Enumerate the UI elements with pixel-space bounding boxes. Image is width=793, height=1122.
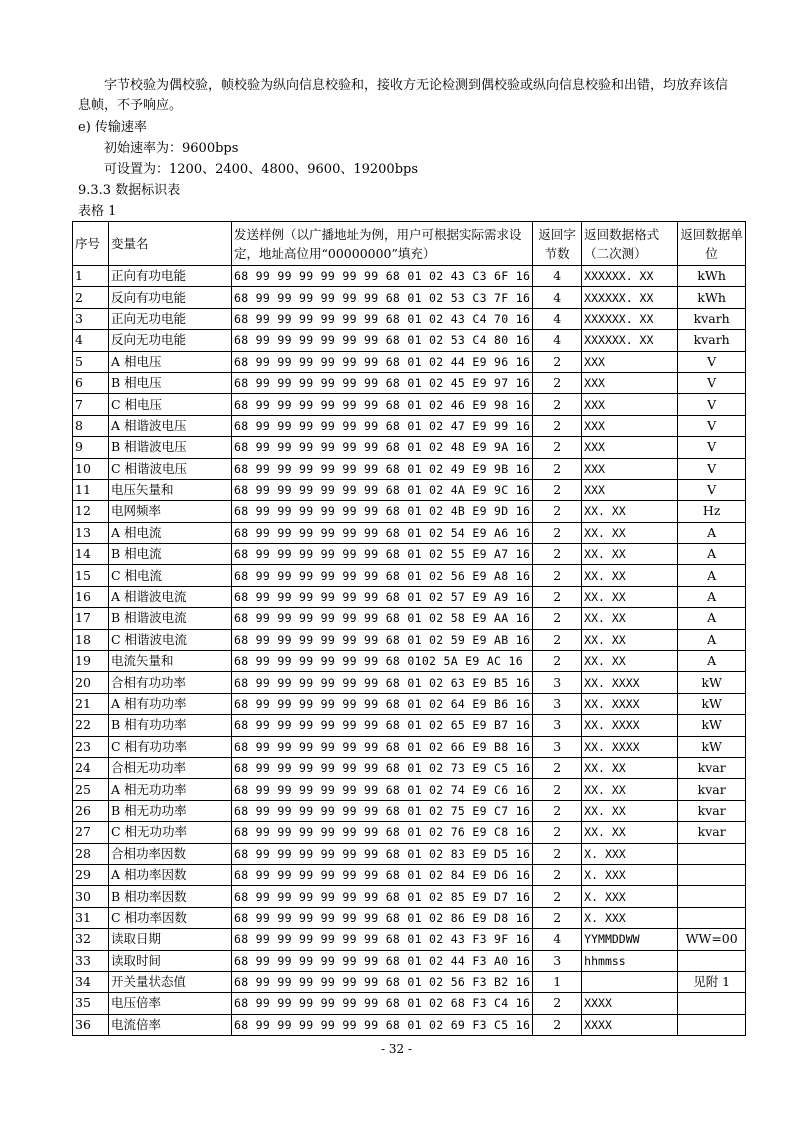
cell-bytes: 2 <box>533 843 582 864</box>
table-caption: 表格 1 <box>78 204 117 219</box>
cell-no: 10 <box>73 458 109 479</box>
table-row <box>73 993 746 1014</box>
section-title: 9.3.3 数据标识表 <box>78 183 181 198</box>
cell-bytes: 4 <box>533 929 582 950</box>
cell-unit: Hz <box>678 501 746 522</box>
cell-unit: V <box>678 479 746 500</box>
cell-unit: A <box>678 629 746 650</box>
cell-name: A 相电流 <box>109 522 232 543</box>
cell-sample: 68 99 99 99 99 99 99 68 01 02 68 F3 C4 16 <box>232 993 533 1014</box>
cell-format: XX. XX <box>582 779 678 800</box>
table-row <box>73 437 746 458</box>
cell-sample: 68 99 99 99 99 99 99 68 01 02 63 E9 B5 16 <box>232 672 533 693</box>
cell-name: 合相有功功率 <box>109 672 232 693</box>
cell-no: 16 <box>73 586 109 607</box>
table-row <box>73 544 746 565</box>
cell-unit: WW=00 <box>678 929 746 950</box>
cell-sample: 68 99 99 99 99 99 99 68 01 02 55 E9 A7 16 <box>232 544 533 565</box>
cell-unit: kWh <box>678 287 746 308</box>
cell-name: C 相电压 <box>109 394 232 415</box>
table-header-row <box>73 222 746 266</box>
cell-name: 合相无功功率 <box>109 757 232 778</box>
cell-bytes: 1 <box>533 971 582 992</box>
cell-format: XXX <box>582 479 678 500</box>
cell-sample: 68 99 99 99 99 99 99 68 01 02 48 E9 9A 16 <box>232 437 533 458</box>
table-row <box>73 779 746 800</box>
cell-unit: kWh <box>678 266 746 287</box>
cell-name: B 相无功功率 <box>109 800 232 821</box>
cell-no: 28 <box>73 843 109 864</box>
cell-bytes: 2 <box>533 864 582 885</box>
cell-unit: V <box>678 394 746 415</box>
cell-no: 21 <box>73 693 109 714</box>
cell-sample: 68 99 99 99 99 99 99 68 01 02 43 F3 9F 16 <box>232 929 533 950</box>
table-row <box>73 929 746 950</box>
cell-name: C 相无功功率 <box>109 822 232 843</box>
cell-sample: 68 99 99 99 99 99 99 68 01 02 65 E9 B7 16 <box>232 715 533 736</box>
cell-unit: kvar <box>678 800 746 821</box>
cell-no: 29 <box>73 864 109 885</box>
cell-name: 反向有功电能 <box>109 287 232 308</box>
cell-format: XX. XXXX <box>582 715 678 736</box>
cell-unit: A <box>678 651 746 672</box>
cell-format: XX. XX <box>582 544 678 565</box>
cell-unit: A <box>678 522 746 543</box>
cell-unit <box>678 950 746 971</box>
cell-unit: kvar <box>678 757 746 778</box>
table-row <box>73 907 746 928</box>
cell-unit: kW <box>678 672 746 693</box>
table-row <box>73 308 746 329</box>
table-row <box>73 372 746 393</box>
cell-bytes: 2 <box>533 608 582 629</box>
cell-unit: A <box>678 608 746 629</box>
cell-bytes: 2 <box>533 629 582 650</box>
cell-sample: 68 99 99 99 99 99 99 68 01 02 69 F3 C5 16 <box>232 1014 533 1035</box>
table-row <box>73 586 746 607</box>
cell-no: 30 <box>73 886 109 907</box>
cell-format: XX. XX <box>582 522 678 543</box>
cell-format: XX. XX <box>582 757 678 778</box>
cell-name: A 相功率因数 <box>109 864 232 885</box>
cell-bytes: 2 <box>533 544 582 565</box>
cell-name: B 相功率因数 <box>109 886 232 907</box>
table-row <box>73 886 746 907</box>
cell-name: 读取时间 <box>109 950 232 971</box>
cell-sample: 68 99 99 99 99 99 99 68 01 02 76 E9 C8 16 <box>232 822 533 843</box>
cell-format: XX. XX <box>582 822 678 843</box>
table-row <box>73 287 746 308</box>
cell-name: A 相有功功率 <box>109 693 232 714</box>
table-row <box>73 629 746 650</box>
cell-sample: 68 99 99 99 99 99 99 68 01 02 49 E9 9B 16 <box>232 458 533 479</box>
cell-no: 24 <box>73 757 109 778</box>
cell-no: 36 <box>73 1014 109 1035</box>
cell-format: XXX <box>582 437 678 458</box>
table-row <box>73 1014 746 1035</box>
cell-bytes: 2 <box>533 437 582 458</box>
cell-unit <box>678 864 746 885</box>
baud-rate-options: 可设置为：1200、2400、4800、9600、19200bps <box>104 162 419 177</box>
table-row <box>73 950 746 971</box>
cell-no: 23 <box>73 736 109 757</box>
cell-format: hhmmss <box>582 950 678 971</box>
parity-paragraph: 字节校验为偶校验，帧校验为纵向信息校验和，接收方无论检测到偶校验或纵向信息校验和出错，均放弃该信息帧，不予响应。 <box>78 78 729 113</box>
cell-no: 14 <box>73 544 109 565</box>
table-row <box>73 971 746 992</box>
cell-unit <box>678 886 746 907</box>
cell-bytes: 2 <box>533 565 582 586</box>
cell-unit: V <box>678 437 746 458</box>
table-row <box>73 458 746 479</box>
cell-name: B 相谐波电压 <box>109 437 232 458</box>
table-row <box>73 330 746 351</box>
cell-bytes: 4 <box>533 266 582 287</box>
cell-sample: 68 99 99 99 99 99 99 68 0102 5A E9 AC 16 <box>232 651 533 672</box>
cell-no: 12 <box>73 501 109 522</box>
cell-name: 电网频率 <box>109 501 232 522</box>
cell-sample: 68 99 99 99 99 99 99 68 01 02 4B E9 9D 16 <box>232 501 533 522</box>
cell-no: 2 <box>73 287 109 308</box>
cell-no: 34 <box>73 971 109 992</box>
cell-format: XXXX <box>582 993 678 1014</box>
cell-format: XXXXXX. XX <box>582 330 678 351</box>
cell-format: XX. XX <box>582 651 678 672</box>
cell-format: XXX <box>582 394 678 415</box>
cell-no: 11 <box>73 479 109 500</box>
cell-no: 18 <box>73 629 109 650</box>
cell-no: 35 <box>73 993 109 1014</box>
cell-sample: 68 99 99 99 99 99 99 68 01 02 85 E9 D7 16 <box>232 886 533 907</box>
cell-sample: 68 99 99 99 99 99 99 68 01 02 73 E9 C5 16 <box>232 757 533 778</box>
cell-name: C 相谐波电压 <box>109 458 232 479</box>
header-format: 返回数据格式（二次测） <box>582 222 678 266</box>
cell-name: C 相功率因数 <box>109 907 232 928</box>
cell-name: C 相电流 <box>109 565 232 586</box>
cell-no: 17 <box>73 608 109 629</box>
cell-bytes: 2 <box>533 822 582 843</box>
cell-sample: 68 99 99 99 99 99 99 68 01 02 86 E9 D8 16 <box>232 907 533 928</box>
table-row <box>73 565 746 586</box>
cell-sample: 68 99 99 99 99 99 99 68 01 02 56 E9 A8 16 <box>232 565 533 586</box>
table-row <box>73 522 746 543</box>
cell-name: 合相功率因数 <box>109 843 232 864</box>
cell-sample: 68 99 99 99 99 99 99 68 01 02 59 E9 AB 16 <box>232 629 533 650</box>
cell-name: 电压倍率 <box>109 993 232 1014</box>
cell-bytes: 3 <box>533 672 582 693</box>
table-row <box>73 608 746 629</box>
cell-bytes: 2 <box>533 372 582 393</box>
cell-format <box>582 971 678 992</box>
cell-format: XXX <box>582 372 678 393</box>
cell-name: A 相谐波电流 <box>109 586 232 607</box>
cell-sample: 68 99 99 99 99 99 99 68 01 02 46 E9 98 16 <box>232 394 533 415</box>
cell-unit: V <box>678 415 746 436</box>
cell-sample: 68 99 99 99 99 99 99 68 01 02 84 E9 D6 16 <box>232 864 533 885</box>
cell-no: 33 <box>73 950 109 971</box>
cell-bytes: 2 <box>533 886 582 907</box>
cell-bytes: 2 <box>533 501 582 522</box>
cell-name: A 相电压 <box>109 351 232 372</box>
cell-name: B 相电压 <box>109 372 232 393</box>
cell-no: 1 <box>73 266 109 287</box>
cell-sample: 68 99 99 99 99 99 99 68 01 02 56 F3 B2 16 <box>232 971 533 992</box>
table-row <box>73 757 746 778</box>
cell-unit: kvar <box>678 822 746 843</box>
table-body <box>73 266 746 1036</box>
cell-format: XXX <box>582 351 678 372</box>
cell-no: 13 <box>73 522 109 543</box>
cell-format: YYMMDDWW <box>582 929 678 950</box>
cell-format: XXXXXX. XX <box>582 308 678 329</box>
cell-sample: 68 99 99 99 99 99 99 68 01 02 64 E9 B6 16 <box>232 693 533 714</box>
cell-unit: A <box>678 586 746 607</box>
table-row <box>73 266 746 287</box>
cell-sample: 68 99 99 99 99 99 99 68 01 02 44 E9 96 16 <box>232 351 533 372</box>
cell-format: XX. XX <box>582 565 678 586</box>
cell-no: 9 <box>73 437 109 458</box>
cell-bytes: 2 <box>533 522 582 543</box>
cell-no: 5 <box>73 351 109 372</box>
table-row <box>73 501 746 522</box>
cell-bytes: 2 <box>533 351 582 372</box>
cell-format: XX. XXXX <box>582 693 678 714</box>
cell-sample: 68 99 99 99 99 99 99 68 01 02 47 E9 99 16 <box>232 415 533 436</box>
cell-format: XXX <box>582 458 678 479</box>
baud-rate-initial: 初始速率为：9600bps <box>104 141 239 156</box>
cell-name: A 相无功功率 <box>109 779 232 800</box>
cell-name: B 相谐波电流 <box>109 608 232 629</box>
cell-no: 7 <box>73 394 109 415</box>
header-sample: 发送样例（以广播地址为例，用户可根据实际需求设定，地址高位用“00000000”填充） <box>232 222 533 266</box>
cell-sample: 68 99 99 99 99 99 99 68 01 02 54 E9 A6 16 <box>232 522 533 543</box>
cell-no: 8 <box>73 415 109 436</box>
cell-format: XXX <box>582 415 678 436</box>
header-unit: 返回数据单位 <box>678 222 746 266</box>
cell-sample: 68 99 99 99 99 99 99 68 01 02 57 E9 A9 16 <box>232 586 533 607</box>
cell-unit: kW <box>678 715 746 736</box>
header-no: 序号 <box>73 222 109 266</box>
cell-unit: kvarh <box>678 330 746 351</box>
cell-sample: 68 99 99 99 99 99 99 68 01 02 43 C4 70 16 <box>232 308 533 329</box>
table-row <box>73 693 746 714</box>
table-row <box>73 394 746 415</box>
cell-bytes: 3 <box>533 736 582 757</box>
cell-unit: V <box>678 458 746 479</box>
cell-name: 电压矢量和 <box>109 479 232 500</box>
cell-format: XX. XX <box>582 586 678 607</box>
table-row <box>73 800 746 821</box>
cell-name: B 相电流 <box>109 544 232 565</box>
cell-bytes: 2 <box>533 458 582 479</box>
cell-bytes: 4 <box>533 330 582 351</box>
cell-unit: kW <box>678 736 746 757</box>
cell-unit: V <box>678 351 746 372</box>
cell-bytes: 2 <box>533 1014 582 1035</box>
cell-bytes: 2 <box>533 479 582 500</box>
cell-format: XXXXXX. XX <box>582 266 678 287</box>
cell-sample: 68 99 99 99 99 99 99 68 01 02 66 E9 B8 16 <box>232 736 533 757</box>
cell-no: 6 <box>73 372 109 393</box>
cell-name: 读取日期 <box>109 929 232 950</box>
cell-no: 3 <box>73 308 109 329</box>
table-row <box>73 415 746 436</box>
cell-unit: kW <box>678 693 746 714</box>
table-row <box>73 822 746 843</box>
cell-name: 电流矢量和 <box>109 651 232 672</box>
cell-name: C 相谐波电流 <box>109 629 232 650</box>
cell-unit <box>678 993 746 1014</box>
table-row <box>73 736 746 757</box>
cell-sample: 68 99 99 99 99 99 99 68 01 02 75 E9 C7 16 <box>232 800 533 821</box>
table-row <box>73 843 746 864</box>
cell-no: 15 <box>73 565 109 586</box>
cell-name: B 相有功功率 <box>109 715 232 736</box>
cell-name: 正向无功电能 <box>109 308 232 329</box>
cell-bytes: 2 <box>533 586 582 607</box>
cell-name: A 相谐波电压 <box>109 415 232 436</box>
cell-bytes: 4 <box>533 287 582 308</box>
cell-unit: kvar <box>678 779 746 800</box>
cell-no: 25 <box>73 779 109 800</box>
cell-no: 32 <box>73 929 109 950</box>
cell-no: 26 <box>73 800 109 821</box>
cell-format: X. XXX <box>582 843 678 864</box>
cell-sample: 68 99 99 99 99 99 99 68 01 02 83 E9 D5 16 <box>232 843 533 864</box>
cell-no: 20 <box>73 672 109 693</box>
header-bytes: 返回字节数 <box>533 222 582 266</box>
cell-sample: 68 99 99 99 99 99 99 68 01 02 43 C3 6F 16 <box>232 266 533 287</box>
cell-bytes: 3 <box>533 715 582 736</box>
cell-format: X. XXX <box>582 864 678 885</box>
cell-unit <box>678 907 746 928</box>
cell-sample: 68 99 99 99 99 99 99 68 01 02 74 E9 C6 16 <box>232 779 533 800</box>
cell-bytes: 2 <box>533 907 582 928</box>
cell-bytes: 2 <box>533 779 582 800</box>
cell-format: XX. XXXX <box>582 736 678 757</box>
cell-bytes: 2 <box>533 993 582 1014</box>
data-id-table <box>72 221 746 1036</box>
cell-bytes: 2 <box>533 800 582 821</box>
cell-sample: 68 99 99 99 99 99 99 68 01 02 4A E9 9C 16 <box>232 479 533 500</box>
cell-unit: 见附 1 <box>678 971 746 992</box>
cell-bytes: 3 <box>533 693 582 714</box>
cell-unit: A <box>678 565 746 586</box>
table-row <box>73 351 746 372</box>
cell-format: XX. XX <box>582 800 678 821</box>
cell-sample: 68 99 99 99 99 99 99 68 01 02 53 C3 7F 16 <box>232 287 533 308</box>
cell-bytes: 2 <box>533 415 582 436</box>
cell-sample: 68 99 99 99 99 99 99 68 01 02 45 E9 97 16 <box>232 372 533 393</box>
table-row <box>73 651 746 672</box>
cell-bytes: 2 <box>533 651 582 672</box>
cell-no: 31 <box>73 907 109 928</box>
cell-unit <box>678 1014 746 1035</box>
cell-name: 正向有功电能 <box>109 266 232 287</box>
cell-name: 反向无功电能 <box>109 330 232 351</box>
header-name: 变量名 <box>109 222 232 266</box>
table-row <box>73 479 746 500</box>
cell-unit: V <box>678 372 746 393</box>
cell-no: 22 <box>73 715 109 736</box>
cell-format: XXXXXX. XX <box>582 287 678 308</box>
cell-name: 电流倍率 <box>109 1014 232 1035</box>
cell-bytes: 4 <box>533 308 582 329</box>
cell-format: XXXX <box>582 1014 678 1035</box>
table-row <box>73 864 746 885</box>
cell-no: 27 <box>73 822 109 843</box>
table-row <box>73 715 746 736</box>
cell-name: C 相有功功率 <box>109 736 232 757</box>
cell-unit: A <box>678 544 746 565</box>
cell-format: XX. XX <box>582 608 678 629</box>
cell-format: XX. XX <box>582 501 678 522</box>
cell-format: XX. XX <box>582 629 678 650</box>
cell-bytes: 2 <box>533 394 582 415</box>
cell-sample: 68 99 99 99 99 99 99 68 01 02 44 F3 A0 16 <box>232 950 533 971</box>
cell-name: 开关量状态值 <box>109 971 232 992</box>
cell-sample: 68 99 99 99 99 99 99 68 01 02 53 C4 80 16 <box>232 330 533 351</box>
cell-format: X. XXX <box>582 886 678 907</box>
cell-no: 19 <box>73 651 109 672</box>
cell-format: XX. XXXX <box>582 672 678 693</box>
table-row <box>73 672 746 693</box>
cell-format: X. XXX <box>582 907 678 928</box>
cell-bytes: 3 <box>533 950 582 971</box>
page-number: - 32 - <box>380 1042 412 1056</box>
cell-bytes: 2 <box>533 757 582 778</box>
cell-unit <box>678 843 746 864</box>
baud-rate-heading: e) 传输速率 <box>78 120 147 135</box>
cell-sample: 68 99 99 99 99 99 99 68 01 02 58 E9 AA 16 <box>232 608 533 629</box>
cell-unit: kvarh <box>678 308 746 329</box>
cell-no: 4 <box>73 330 109 351</box>
